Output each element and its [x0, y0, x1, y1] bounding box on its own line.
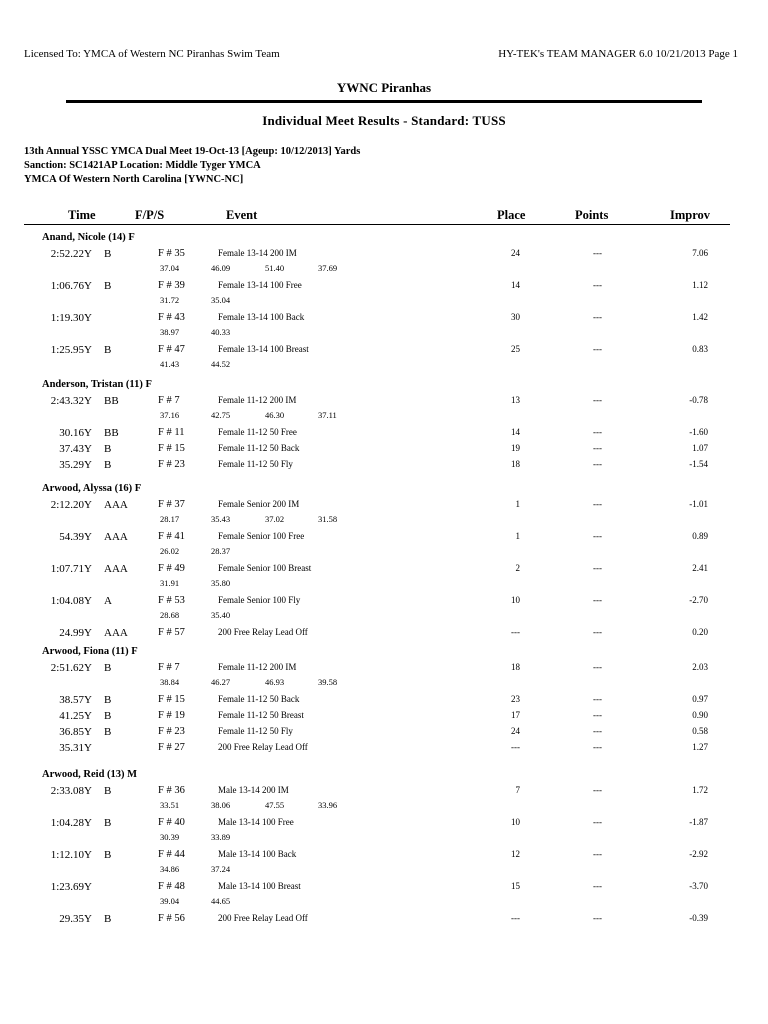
split-time: 40.33	[211, 327, 231, 337]
header-rule	[24, 224, 730, 225]
split-times	[0, 514, 768, 526]
result-row	[0, 531, 768, 545]
result-row	[0, 427, 768, 441]
place-value: 10	[511, 595, 520, 605]
points-value: ---	[593, 427, 602, 437]
col-header-fps: F/P/S	[135, 208, 165, 222]
split-time: 35.80	[211, 578, 231, 588]
place-value: 25	[511, 344, 520, 354]
fps-event-number: F # 53	[158, 595, 185, 606]
points-value: ---	[593, 563, 602, 573]
split-time: 30.39	[160, 832, 180, 842]
place-value: 18	[511, 459, 520, 469]
place-value: 1	[515, 499, 520, 509]
split-time: 31.72	[160, 295, 180, 305]
fps-event-number: F # 40	[158, 817, 185, 828]
fps-event-number: F # 23	[158, 726, 185, 737]
fps-event-number: F # 15	[158, 694, 185, 705]
split-time: 38.84	[160, 677, 180, 687]
col-header-place: Place	[497, 208, 526, 222]
event-name: Female 13-14 100 Breast	[218, 344, 309, 354]
split-time: 31.91	[160, 578, 180, 588]
time-standard: B	[104, 726, 112, 738]
split-time: 34.86	[160, 864, 180, 874]
time-standard: B	[104, 710, 112, 722]
split-time: 28.17	[160, 514, 180, 524]
place-value: 7	[515, 785, 520, 795]
split-time: 37.02	[265, 514, 285, 524]
result-time: 1:06.76Y	[50, 280, 92, 292]
fps-event-number: F # 11	[158, 427, 185, 438]
place-value: 15	[511, 881, 520, 891]
event-name: Female 13-14 100 Back	[218, 312, 305, 322]
result-time: 1:04.28Y	[50, 817, 92, 829]
swimmer-name: Anand, Nicole (14) F	[42, 232, 135, 243]
improvement-value: 1.07	[692, 443, 708, 453]
split-times	[0, 327, 768, 339]
swimmer-name: Arwood, Alyssa (16) F	[42, 483, 142, 494]
result-row	[0, 344, 768, 358]
split-time: 46.30	[265, 410, 285, 420]
software-info: HY-TEK's TEAM MANAGER 6.0 10/21/2013 Page 1	[498, 48, 738, 60]
split-times	[0, 864, 768, 876]
result-row	[0, 627, 768, 641]
result-time: 1:07.71Y	[50, 563, 92, 575]
place-value: 12	[511, 849, 520, 859]
result-time: 2:12.20Y	[50, 499, 92, 511]
place-value: 24	[511, 248, 520, 258]
split-time: 28.37	[211, 546, 231, 556]
points-value: ---	[593, 710, 602, 720]
result-row	[0, 726, 768, 740]
fps-event-number: F # 56	[158, 913, 185, 924]
place-value: ---	[511, 742, 520, 752]
result-row	[0, 742, 768, 756]
points-value: ---	[593, 742, 602, 752]
split-time: 44.65	[211, 896, 231, 906]
split-time: 39.58	[318, 677, 338, 687]
place-value: 24	[511, 726, 520, 736]
result-time: 41.25Y	[59, 710, 92, 722]
fps-event-number: F # 47	[158, 344, 185, 355]
split-time: 33.89	[211, 832, 231, 842]
points-value: ---	[593, 726, 602, 736]
improvement-value: -0.78	[689, 395, 708, 405]
event-name: Male 13-14 100 Free	[218, 817, 294, 827]
time-standard: AAA	[104, 531, 128, 543]
fps-event-number: F # 19	[158, 710, 185, 721]
split-time: 47.55	[265, 800, 285, 810]
meet-sanction: Sanction: SC1421AP Location: Middle Tyger YMCA	[24, 160, 261, 171]
fps-event-number: F # 49	[158, 563, 185, 574]
meet-name: 13th Annual YSSC YMCA Dual Meet 19-Oct-13 [Ageup: 10/12/2013] Yards	[24, 146, 361, 157]
split-times	[0, 410, 768, 422]
improvement-value: -1.01	[689, 499, 708, 509]
split-time: 35.43	[211, 514, 231, 524]
event-name: Female 13-14 100 Free	[218, 280, 302, 290]
result-time: 2:51.62Y	[50, 662, 92, 674]
split-times	[0, 677, 768, 689]
result-row	[0, 563, 768, 577]
result-row	[0, 694, 768, 708]
improvement-value: 1.42	[692, 312, 708, 322]
time-standard: B	[104, 694, 112, 706]
result-time: 35.31Y	[59, 742, 92, 754]
points-value: ---	[593, 459, 602, 469]
improvement-value: 2.41	[692, 563, 708, 573]
time-standard: B	[104, 785, 112, 797]
result-row	[0, 280, 768, 294]
result-row	[0, 913, 768, 927]
result-time: 35.29Y	[59, 459, 92, 471]
improvement-value: 0.90	[692, 710, 708, 720]
split-time: 41.43	[160, 359, 180, 369]
points-value: ---	[593, 280, 602, 290]
event-name: Female 11-12 50 Back	[218, 694, 300, 704]
split-times	[0, 896, 768, 908]
improvement-value: 7.06	[692, 248, 708, 258]
split-time: 38.06	[211, 800, 231, 810]
split-time: 42.75	[211, 410, 231, 420]
split-time: 37.16	[160, 410, 180, 420]
time-standard: AAA	[104, 627, 128, 639]
event-name: Female Senior 100 Free	[218, 531, 305, 541]
swimmer-name: Anderson, Tristan (11) F	[42, 379, 152, 390]
result-row	[0, 312, 768, 326]
result-time: 1:23.69Y	[50, 881, 92, 893]
col-header-event: Event	[226, 208, 258, 222]
result-row	[0, 595, 768, 609]
result-time: 2:52.22Y	[50, 248, 92, 260]
improvement-value: 0.83	[692, 344, 708, 354]
result-time: 36.85Y	[59, 726, 92, 738]
points-value: ---	[593, 881, 602, 891]
place-value: 23	[511, 694, 520, 704]
result-row	[0, 849, 768, 863]
improvement-value: 0.20	[692, 627, 708, 637]
points-value: ---	[593, 849, 602, 859]
split-time: 31.58	[318, 514, 338, 524]
event-name: Female Senior 200 IM	[218, 499, 300, 509]
result-time: 1:19.30Y	[50, 312, 92, 324]
event-name: Female 11-12 50 Fly	[218, 459, 293, 469]
result-time: 1:25.95Y	[50, 344, 92, 356]
improvement-value: 1.72	[692, 785, 708, 795]
improvement-value: -2.70	[689, 595, 708, 605]
fps-event-number: F # 7	[158, 662, 180, 673]
event-name: 200 Free Relay Lead Off	[218, 627, 308, 637]
points-value: ---	[593, 312, 602, 322]
split-times	[0, 546, 768, 558]
fps-event-number: F # 57	[158, 627, 185, 638]
time-standard: B	[104, 344, 112, 356]
result-row	[0, 881, 768, 895]
points-value: ---	[593, 662, 602, 672]
place-value: 19	[511, 443, 520, 453]
points-value: ---	[593, 785, 602, 795]
fps-event-number: F # 48	[158, 881, 185, 892]
result-row	[0, 248, 768, 262]
event-name: Female 11-12 50 Free	[218, 427, 297, 437]
split-time: 28.68	[160, 610, 180, 620]
improvement-value: -2.92	[689, 849, 708, 859]
time-standard: BB	[104, 395, 119, 407]
time-standard: B	[104, 248, 112, 260]
event-name: Female 11-12 50 Fly	[218, 726, 293, 736]
result-time: 2:43.32Y	[50, 395, 92, 407]
time-standard: A	[104, 595, 112, 607]
points-value: ---	[593, 595, 602, 605]
place-value: 14	[511, 280, 520, 290]
improvement-value: -1.60	[689, 427, 708, 437]
result-time: 54.39Y	[59, 531, 92, 543]
improvement-value: 2.03	[692, 662, 708, 672]
result-time: 2:33.08Y	[50, 785, 92, 797]
improvement-value: -1.87	[689, 817, 708, 827]
split-time: 46.93	[265, 677, 285, 687]
event-name: Male 13-14 100 Back	[218, 849, 297, 859]
time-standard: B	[104, 459, 112, 471]
split-time: 35.40	[211, 610, 231, 620]
report-subtitle: Individual Meet Results - Standard: TUSS	[262, 113, 506, 128]
split-time: 51.40	[265, 263, 285, 273]
place-value: 17	[511, 710, 520, 720]
time-standard: B	[104, 849, 112, 861]
event-name: Female Senior 100 Fly	[218, 595, 301, 605]
place-value: 14	[511, 427, 520, 437]
split-time: 38.97	[160, 327, 180, 337]
split-time: 37.11	[318, 410, 337, 420]
result-row	[0, 499, 768, 513]
split-time: 33.51	[160, 800, 180, 810]
title-rule	[66, 100, 702, 103]
improvement-value: 0.89	[692, 531, 708, 541]
fps-event-number: F # 36	[158, 785, 185, 796]
team-title: YWNC Piranhas	[336, 80, 432, 95]
improvement-value: 1.12	[692, 280, 708, 290]
split-time: 46.27	[211, 677, 231, 687]
event-name: Male 13-14 100 Breast	[218, 881, 301, 891]
fps-event-number: F # 39	[158, 280, 185, 291]
split-time: 44.52	[211, 359, 231, 369]
event-name: 200 Free Relay Lead Off	[218, 742, 308, 752]
time-standard: B	[104, 913, 112, 925]
result-row	[0, 395, 768, 409]
time-standard: AAA	[104, 499, 128, 511]
event-name: Male 13-14 200 IM	[218, 785, 289, 795]
split-time: 37.69	[318, 263, 338, 273]
event-name: Female 13-14 200 IM	[218, 248, 297, 258]
points-value: ---	[593, 248, 602, 258]
time-standard: AAA	[104, 563, 128, 575]
split-time: 33.96	[318, 800, 338, 810]
meet-team: YMCA Of Western North Carolina [YWNC-NC]	[24, 174, 244, 185]
place-value: ---	[511, 627, 520, 637]
fps-event-number: F # 23	[158, 459, 185, 470]
fps-event-number: F # 7	[158, 395, 180, 406]
points-value: ---	[593, 443, 602, 453]
points-value: ---	[593, 817, 602, 827]
result-row	[0, 710, 768, 724]
place-value: 13	[511, 395, 520, 405]
fps-event-number: F # 44	[158, 849, 185, 860]
fps-event-number: F # 41	[158, 531, 185, 542]
place-value: 1	[515, 531, 520, 541]
points-value: ---	[593, 499, 602, 509]
col-header-points: Points	[575, 208, 609, 222]
place-value: 30	[511, 312, 520, 322]
event-name: Female 11-12 50 Breast	[218, 710, 304, 720]
time-standard: B	[104, 662, 112, 674]
place-value: 2	[515, 563, 520, 573]
event-name: Female 11-12 200 IM	[218, 395, 297, 405]
fps-event-number: F # 37	[158, 499, 185, 510]
result-row	[0, 662, 768, 676]
time-standard: B	[104, 443, 112, 455]
swimmer-name: Arwood, Fiona (11) F	[42, 646, 138, 657]
result-time: 24.99Y	[59, 627, 92, 639]
swimmer-name: Arwood, Reid (13) M	[42, 769, 138, 780]
fps-event-number: F # 35	[158, 248, 185, 259]
split-times	[0, 800, 768, 812]
split-time: 26.02	[160, 546, 180, 556]
split-times	[0, 359, 768, 371]
split-time: 37.04	[160, 263, 180, 273]
license-line: Licensed To: YMCA of Western NC Piranhas Swim Team	[24, 48, 280, 60]
fps-event-number: F # 15	[158, 443, 185, 454]
time-standard: B	[104, 817, 112, 829]
place-value: 10	[511, 817, 520, 827]
col-header-time: Time	[68, 208, 96, 222]
points-value: ---	[593, 913, 602, 923]
points-value: ---	[593, 344, 602, 354]
result-row	[0, 785, 768, 799]
result-row	[0, 817, 768, 831]
time-standard: B	[104, 280, 112, 292]
improvement-value: -1.54	[689, 459, 708, 469]
split-times	[0, 610, 768, 622]
fps-event-number: F # 27	[158, 742, 185, 753]
result-time: 29.35Y	[59, 913, 92, 925]
result-time: 1:12.10Y	[50, 849, 92, 861]
result-row	[0, 443, 768, 457]
improvement-value: 0.58	[692, 726, 708, 736]
col-header-improv: Improv	[670, 208, 711, 222]
result-time: 1:04.08Y	[50, 595, 92, 607]
result-time: 30.16Y	[59, 427, 92, 439]
points-value: ---	[593, 627, 602, 637]
improvement-value: -0.39	[689, 913, 708, 923]
split-times	[0, 832, 768, 844]
event-name: Female 11-12 50 Back	[218, 443, 300, 453]
points-value: ---	[593, 531, 602, 541]
time-standard: BB	[104, 427, 119, 439]
improvement-value: 1.27	[692, 742, 708, 752]
place-value: ---	[511, 913, 520, 923]
improvement-value: -3.70	[689, 881, 708, 891]
result-time: 37.43Y	[59, 443, 92, 455]
fps-event-number: F # 43	[158, 312, 185, 323]
split-time: 46.09	[211, 263, 231, 273]
points-value: ---	[593, 694, 602, 704]
split-time: 39.04	[160, 896, 180, 906]
split-times	[0, 578, 768, 590]
result-row	[0, 459, 768, 473]
split-time: 35.04	[211, 295, 231, 305]
points-value: ---	[593, 395, 602, 405]
split-times	[0, 295, 768, 307]
event-name: Female 11-12 200 IM	[218, 662, 297, 672]
place-value: 18	[511, 662, 520, 672]
event-name: Female Senior 100 Breast	[218, 563, 312, 573]
improvement-value: 0.97	[692, 694, 708, 704]
split-times	[0, 263, 768, 275]
split-time: 37.24	[211, 864, 231, 874]
result-time: 38.57Y	[59, 694, 92, 706]
event-name: 200 Free Relay Lead Off	[218, 913, 308, 923]
